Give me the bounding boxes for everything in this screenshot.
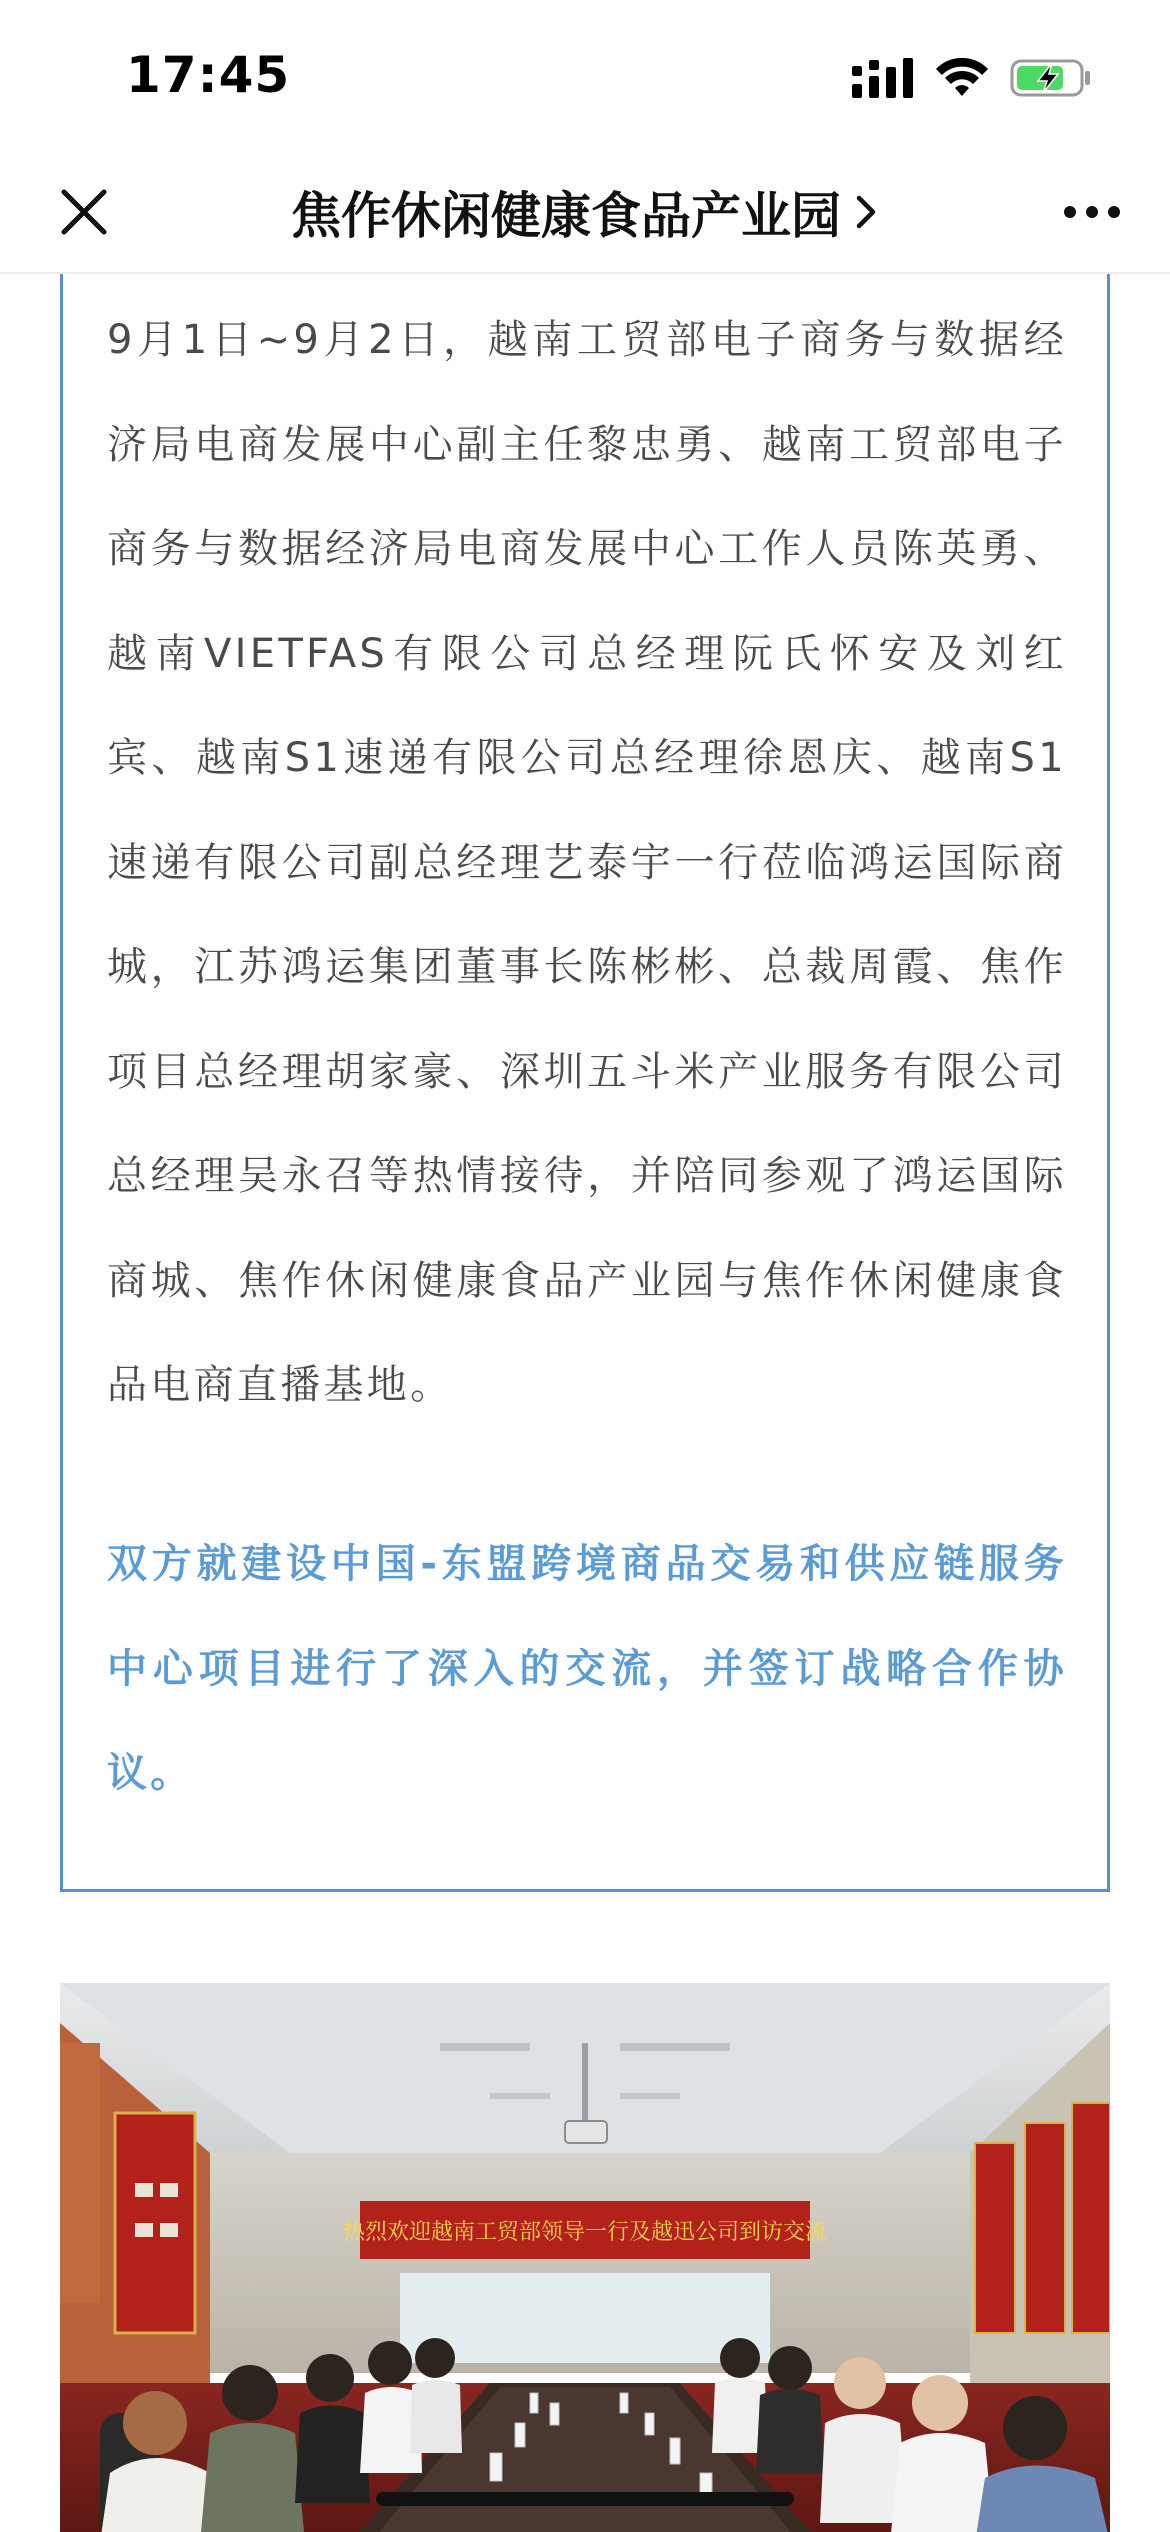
close-button[interactable]: [52, 180, 116, 244]
battery-charging-icon: [1010, 58, 1092, 98]
meeting-photo[interactable]: [60, 1983, 1110, 2532]
article-paragraph: 9月1日~9月2日，越南工贸部电子商务与数据经济局电商发展中心副主任黎忠勇、越南工贸部电子商务与数据经济局电商发展中心工作人员陈英勇、越南VIETFAS有限公司总经理阮氏怀安及刘红宾、越南S1速递有限公司总经理徐恩庆、越南S1速递有限公司副总经理艺泰宇一行莅临鸿运国际商城，江苏鸿运集团董事长陈彬彬、总裁周霞、焦作项目总经理胡家豪、深圳五斗米产业服务有限公司总经理吴永召等热情接待，并陪同参观了鸿运国际商城、焦作休闲健康食品产业园与焦作休闲健康食品电商直播基地。: [107, 317, 1067, 1408]
chevron-right-icon: [853, 192, 879, 232]
article-highlight-paragraph: 双方就建设中国-东盟跨境商品交易和供应链服务中心项目进行了深入的交流，并签订战略合作协议。: [107, 1541, 1067, 1796]
account-title-link[interactable]: [200, 150, 970, 274]
close-icon: [52, 180, 116, 244]
more-icon: [1062, 204, 1122, 220]
meeting-room-image: [60, 1983, 1110, 2532]
wifi-icon: [936, 58, 988, 98]
status-icons: [852, 54, 1092, 102]
status-time: 17:45: [126, 46, 291, 104]
page-title: 焦作休闲健康食品产业园: [291, 187, 841, 245]
home-indicator[interactable]: [376, 2492, 794, 2506]
status-bar: [0, 0, 1170, 150]
more-button[interactable]: [1054, 184, 1130, 240]
article-body: [0, 274, 1170, 2532]
cellular-signal-icon: [852, 58, 914, 98]
welcome-banner-text: 热烈欢迎越南工贸部领导一行及越迅公司到访交流: [342, 2220, 828, 2245]
nav-bar: [0, 150, 1170, 274]
